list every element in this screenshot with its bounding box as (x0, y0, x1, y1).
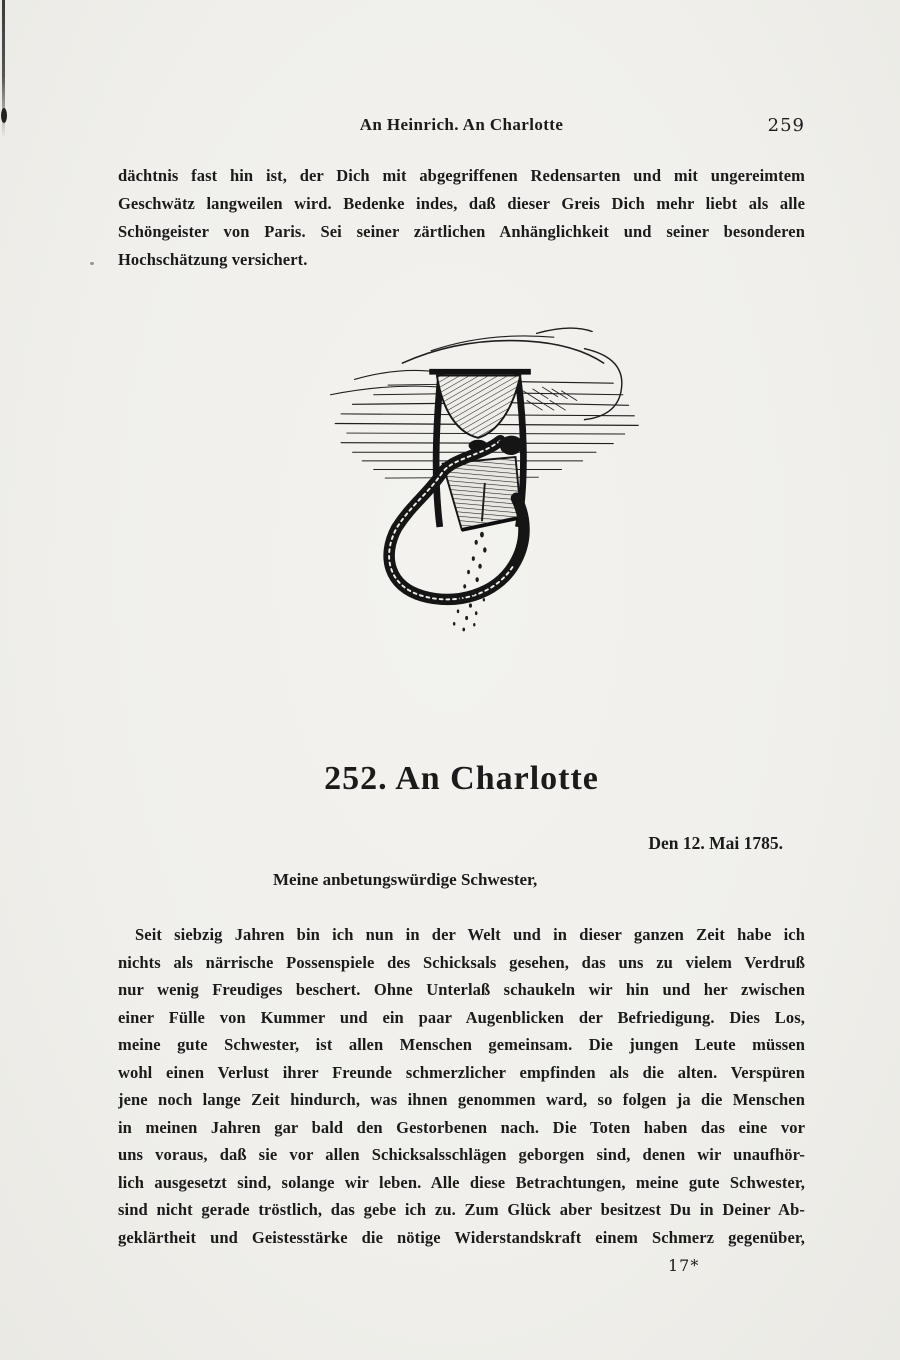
text-line: geklärtheit und Geistesstärke die nötige Widerstandskraft einem Schmerz gegenüber, (118, 1227, 805, 1247)
text-line: wohl einen Verlust ihrer Freunde schmerzlicher empfinden als die alten. Verspüren (118, 1062, 805, 1082)
text-line: sind nicht gerade tröstlich, das gebe ich zu. Zum Glück aber besitzest Du in Deiner Ab- (118, 1200, 805, 1219)
signature-mark: 17* (668, 1256, 700, 1275)
running-title: An Heinrich. An Charlotte (359, 115, 564, 134)
carryover-paragraph (118, 162, 805, 274)
letter-body (118, 921, 805, 1251)
text-line: lich ausgesetzt sind, solange wir leben. Alle diese Betrachtungen, meine gute Schwester, (118, 1172, 805, 1192)
letter-heading: 252. An Charlotte (324, 760, 599, 797)
text-line: jene noch lange Zeit hindurch, was ihnen genommen ward, so folgen ja die Menschen (118, 1090, 805, 1109)
text-line: nur wenig Freudiges beschert. Ohne Unterlaß schaukeln wir hin und her zwischen (118, 980, 805, 999)
text-line: Seit siebzig Jahren bin ich nun in der Welt und in dieser ganzen Zeit habe ich (135, 925, 805, 944)
text-line: dächtnis fast hin ist, der Dich mit abgegriffenen Redensarten und mit ungereimtem (118, 166, 805, 185)
scan-artifact-blob (1, 108, 7, 123)
text-line: einer Fülle von Kummer und ein paar Augenblicken der Befriedigung. Dies Los, (118, 1007, 805, 1027)
salutation: Meine anbetungswürdige Schwester, (273, 870, 538, 889)
text-line: nichts als närrische Possenspiele des Schicksals gesehen, das uns zu vielem Verdruß (118, 952, 805, 972)
scan-speck (90, 262, 94, 265)
text-line: meine gute Schwester, ist allen Menschen gemeinsam. Die jungen Leute müssen (118, 1035, 805, 1054)
text-line: Hochschätzung versichert. (118, 250, 308, 269)
page-number: 259 (767, 115, 805, 136)
text-line: Schöngeister von Paris. Sei seiner zärtlichen Anhänglichkeit und seiner besonderen (118, 222, 805, 241)
running-head (118, 115, 805, 139)
dateline: Den 12. Mai 1785. (648, 833, 783, 853)
woodcut-svg (297, 318, 642, 643)
text-line: uns voraus, daß sie vor allen Schicksalsschlägen geborgen sind, denen wir unaufhör- (118, 1145, 805, 1164)
text-line: in meinen Jahren gar bald den Gestorbenen nach. Die Toten haben das eine vor (118, 1117, 805, 1137)
hourglass-snake-illustration (118, 318, 805, 648)
text-line: Geschwätz langweilen wird. Bedenke indes, daß dieser Greis Dich mehr liebt als alle (118, 194, 805, 213)
